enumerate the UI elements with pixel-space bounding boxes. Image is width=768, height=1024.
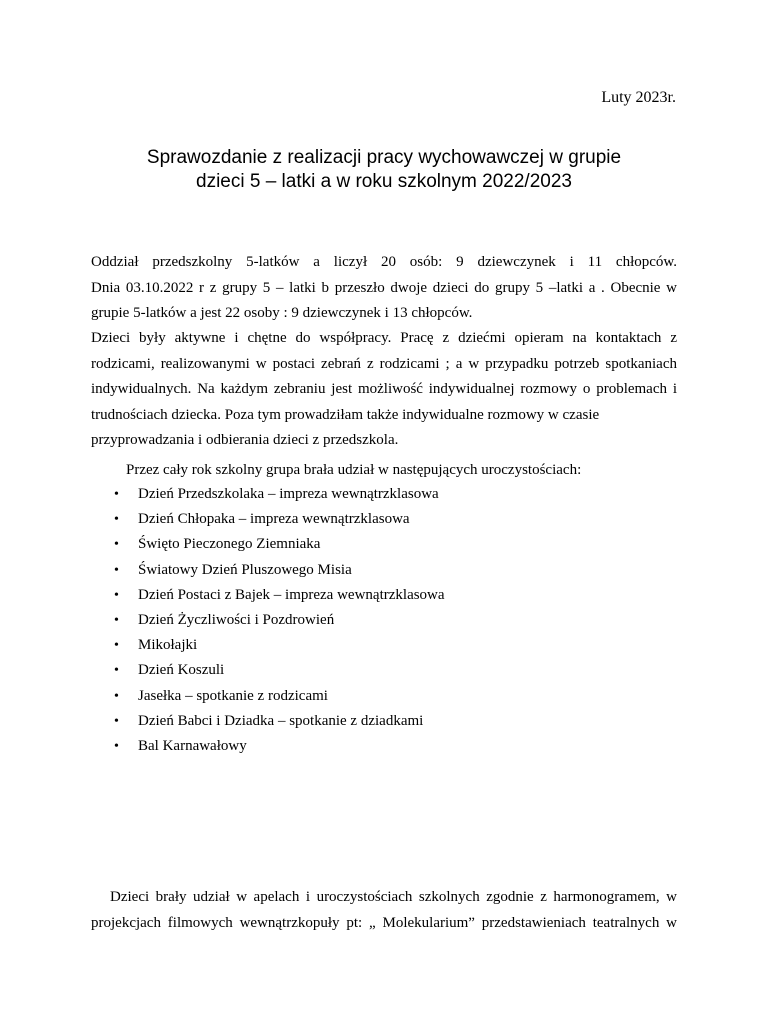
paragraph-line: Dnia 03.10.2022 r z grupy 5 – latki b przeszło dwoje dzieci do grupy 5 –latki a . Obecnie w [91, 279, 677, 296]
paragraph-line: Dzieci były aktywne i chętne do współpracy. Pracę z dziećmi opieram na kontaktach z [91, 330, 677, 346]
bullet-icon: • [114, 487, 119, 502]
event-label: Dzień Chłopaka – impreza wewnątrzklasowa [138, 511, 410, 528]
list-item [108, 684, 445, 709]
event-label: Światowy Dzień Pluszowego Misia [138, 561, 352, 578]
bullet-icon: • [114, 612, 119, 628]
bullet-icon: • [114, 713, 119, 729]
event-label: Dzień Życzliwości i Pozdrowień [138, 611, 335, 628]
document-title [90, 146, 678, 194]
bullet-icon: • [114, 738, 119, 754]
list-item [108, 583, 445, 608]
bullet-icon: • [114, 562, 119, 578]
document-date: Luty 2023r. [601, 89, 676, 106]
paragraph-line: rodzicami, realizowanymi w postaci zebrań z rodzicami ; a w przypadku potrzeb spotkaniach [91, 355, 677, 372]
list-item [108, 734, 445, 759]
events-intro: Przez cały rok szkolny grupa brała udział w następujących uroczystościach: [126, 462, 582, 478]
bullet-icon: • [114, 587, 119, 603]
bullet-icon: • [114, 537, 119, 553]
list-item [108, 709, 445, 734]
list-item [108, 633, 445, 658]
list-item [108, 532, 445, 557]
title-line-1: Sprawozdanie z realizacji pracy wychowawczej w grupie [146, 147, 622, 168]
paragraph-group-composition [91, 250, 677, 327]
paragraph-line: indywidualnych. Na każdym zebraniu jest możliwość indywidualnej rozmowy o problemach i [91, 381, 677, 397]
bullet-icon: • [114, 512, 119, 528]
event-label: Dzień Babci i Dziadka – spotkanie z dziadkami [138, 712, 424, 729]
paragraph-line: grupie 5-latków a jest 22 osoby : 9 dziewczynek i 13 chłopców. [91, 305, 473, 321]
title-line-2: dzieci 5 – latki a w roku szkolnym 2022/2023 [196, 171, 572, 192]
paragraph-line: przyprowadzania i odbierania dzieci z przedszkola. [91, 432, 399, 448]
list-item [108, 658, 445, 683]
list-item [108, 507, 445, 532]
event-label: Dzień Koszuli [138, 662, 225, 679]
event-label: Bal Karnawałowy [138, 737, 247, 754]
paragraph-cooperation [91, 326, 677, 454]
event-label: Mikołajki [138, 637, 198, 654]
events-list [108, 482, 445, 759]
list-item [108, 482, 445, 507]
paragraph-line: trudnościach dziecka. Poza tym prowadziłam także indywidualne rozmowy w czasie [91, 406, 600, 423]
bullet-icon: • [114, 638, 119, 654]
bullet-icon: • [114, 663, 119, 679]
list-item [108, 558, 445, 583]
event-label: Święto Pieczonego Ziemniaka [138, 536, 321, 553]
list-item [108, 608, 445, 633]
event-label: Dzień Przedszkolaka – impreza wewnątrzklasowa [138, 486, 439, 502]
paragraph-line: projekcjach filmowych wewnątrzkopuły pt: „ Molekularium” przedstawieniach teatralnych w [91, 914, 677, 931]
event-label: Jasełka – spotkanie z rodzicami [138, 687, 328, 704]
paragraph-school-events [91, 885, 677, 936]
bullet-icon: • [114, 688, 119, 704]
paragraph-line: Oddział przedszkolny 5-latków a liczył 20 osób: 9 dziewczynek i 11 chłopców. [91, 254, 677, 270]
event-label: Dzień Postaci z Bajek – impreza wewnątrzklasowa [138, 586, 445, 603]
paragraph-line: Dzieci brały udział w apelach i uroczystościach szkolnych zgodnie z harmonogramem, w [110, 889, 677, 905]
